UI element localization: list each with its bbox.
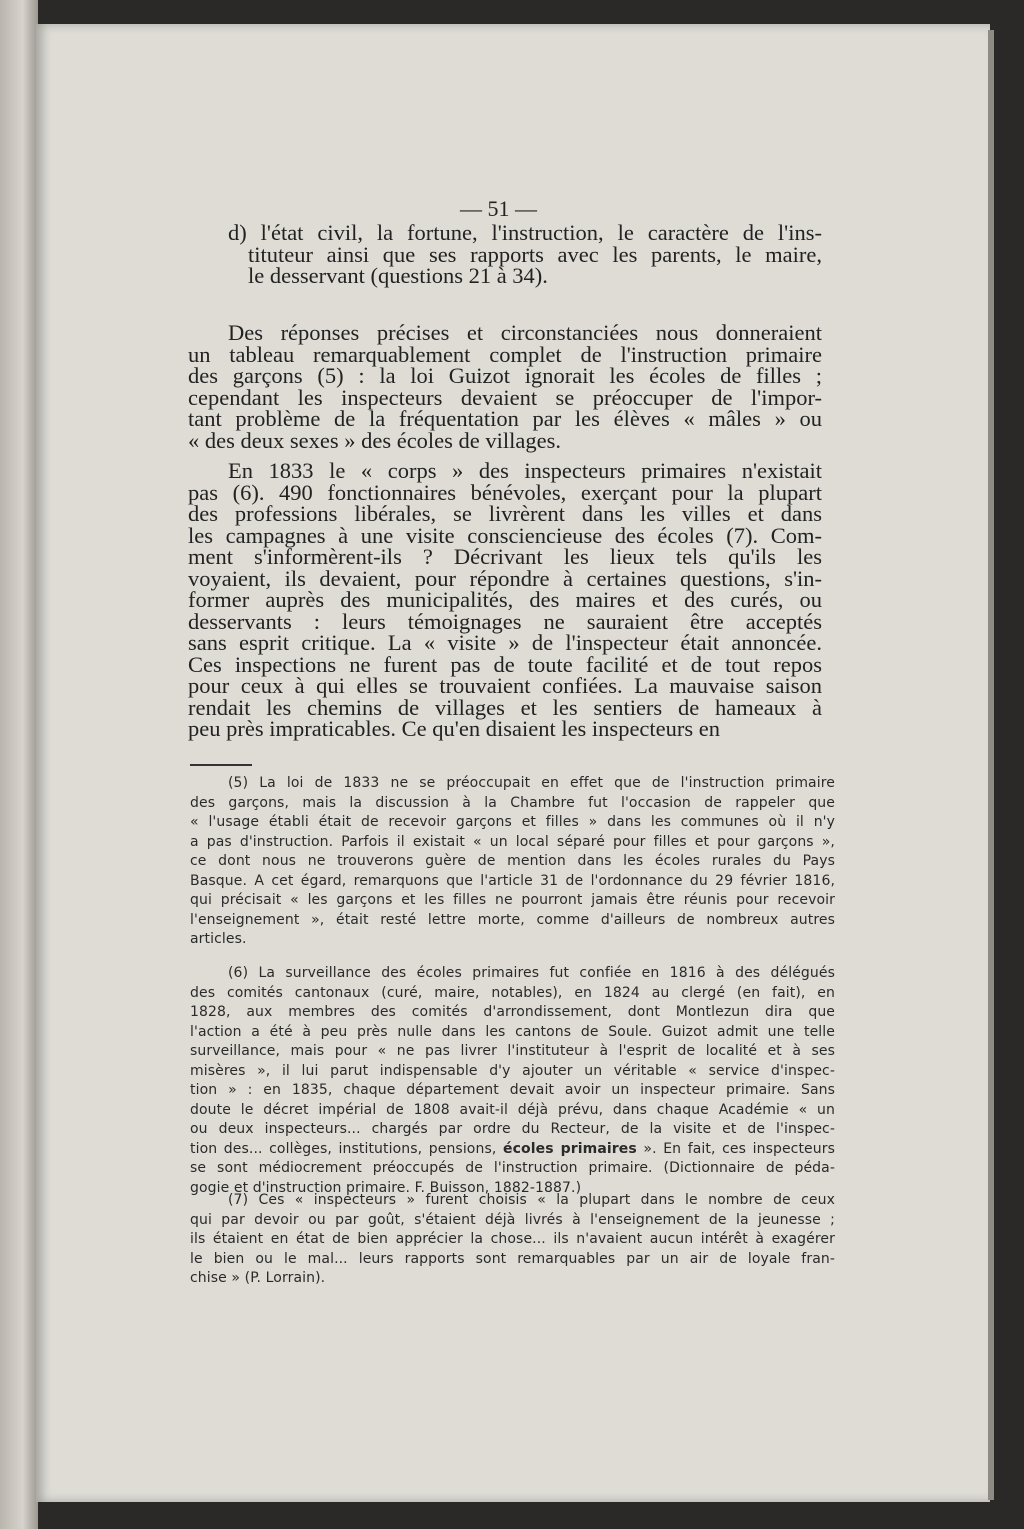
text-line: a pas d'instruction. Parfois il existait « un local séparé pour filles et pour garçons », bbox=[190, 833, 835, 850]
text-line: d) l'état civil, la fortune, l'instruction, le caractère de l'ins- bbox=[228, 220, 822, 245]
text-line: (6) La surveillance des écoles primaires fut confiée en 1816 à des délégués bbox=[228, 965, 835, 981]
text-line: doute le décret impérial de 1808 avait-il déjà prévu, dans chaque Académie « un bbox=[190, 1101, 835, 1118]
facing-page-edge bbox=[0, 0, 38, 1529]
text-line: le bien ou le mal... leurs rapports sont remarquables par un air de loyale fran- bbox=[190, 1250, 835, 1267]
text-line: surveillance, mais pour « ne pas livrer l'instituteur à l'esprit de localité et à ses bbox=[190, 1043, 835, 1059]
paragraph bbox=[188, 460, 822, 740]
paragraph bbox=[188, 322, 822, 451]
footnote-6 bbox=[190, 964, 835, 1198]
text-line: (7) Ces « inspecteurs » furent choisis « la plupart dans le nombre de ceux bbox=[228, 1192, 835, 1208]
text-line: tion » : en 1835, chaque département devait avoir un inspecteur primaire. Sans bbox=[190, 1082, 835, 1098]
text-line: (5) La loi de 1833 ne se préoccupait en effet que de l'instruction primaire bbox=[228, 775, 835, 791]
text-line: pas (6). 490 fonctionnaires bénévoles, exerçant pour la plupart bbox=[188, 479, 822, 505]
list-item-d bbox=[228, 222, 822, 287]
text-line: En 1833 le « corps » des inspecteurs primaires n'existait bbox=[228, 458, 822, 483]
text-line: desservants : leurs témoignages ne sauraient être acceptés bbox=[188, 608, 822, 634]
text-line: cependant les inspecteurs devaient se préoccuper de l'impor- bbox=[188, 384, 822, 410]
text-line: ce dont nous ne trouverons guère de mention dans les écoles rurales du Pays bbox=[190, 853, 835, 869]
text-line: « des deux sexes » des écoles de villages. bbox=[188, 427, 562, 453]
text-line: qui précisait « les garçons et les filles ne pourront jamais être réunis pour recevoir bbox=[190, 892, 835, 908]
text-line: qui par devoir ou par goût, s'étaient déjà livrés à l'enseignement de la jeunesse ; bbox=[190, 1211, 835, 1228]
text-line: « l'usage établi était de recevoir garçons et filles » dans les communes où il n'y bbox=[190, 814, 835, 830]
text-line: le desservant (questions 21 à 34). bbox=[248, 263, 548, 288]
text-line: des professions libérales, se livrèrent dans les villes et dans bbox=[188, 501, 822, 526]
text-line: misères », il lui parut indispensable d'y ajouter un véritable « service d'inspec- bbox=[190, 1062, 835, 1079]
text-line: les campagnes à une visite consciencieuse des écoles (7). Com- bbox=[188, 522, 822, 548]
footnote-7 bbox=[190, 1191, 835, 1289]
text-line: sans esprit critique. La « visite » de l'inspecteur était annoncée. bbox=[188, 630, 822, 655]
page-edge bbox=[988, 30, 994, 1500]
text-segment: tion des... collèges, institutions, pensions, bbox=[190, 1140, 503, 1157]
text-line: Ces inspections ne furent pas de toute facilité et de tout repos bbox=[188, 651, 822, 677]
text-line bbox=[190, 1140, 835, 1160]
text-line: l'enseignement », était resté lettre morte, comme d'ailleurs de nombreux autres bbox=[190, 911, 835, 928]
text-line: tant problème de la fréquentation par les élèves « mâles » ou bbox=[188, 406, 822, 431]
text-line: ment s'informèrent-ils ? Décrivant les lieux tels qu'ils les bbox=[188, 544, 822, 569]
text-line: former auprès des municipalités, des maires et des curés, ou bbox=[188, 587, 822, 612]
text-line: rendait les chemins de villages et les sentiers de hameaux à bbox=[188, 694, 822, 720]
text-line: 1828, aux membres des comités d'arrondissement, dont Montlezun dira que bbox=[190, 1004, 835, 1020]
bold-text: écoles primaires bbox=[502, 1140, 637, 1157]
text-line: ou deux inspecteurs... chargés par ordre du Recteur, de la visite et de l'inspec- bbox=[190, 1121, 835, 1137]
text-line: pour ceux à qui elles se trouvaient confiées. La mauvaise saison bbox=[188, 673, 822, 698]
text-line: se sont médiocrement préoccupés de l'instruction primaire. (Dictionnaire de péda- bbox=[190, 1160, 835, 1176]
text-line: ils étaient en état de bien apprécier la chose... ils n'avaient aucun intérêt à exagérer bbox=[190, 1231, 835, 1247]
text-line: Des réponses précises et circonstanciées nous donneraient bbox=[228, 320, 822, 345]
footnote-separator bbox=[190, 764, 252, 766]
text-line: Basque. A cet égard, remarquons que l'article 31 de l'ordonnance du 29 février 1816, bbox=[190, 872, 835, 889]
text-line: tituteur ainsi que ses rapports avec les parents, le maire, bbox=[248, 241, 822, 267]
text-line: des garçons, mais la discussion à la Chambre fut l'occasion de rappeler que bbox=[190, 794, 835, 811]
text-line: l'action a été à peu près nulle dans les cantons de Soule. Guizot admit une telle bbox=[190, 1023, 835, 1040]
text-line: peu près impraticables. Ce qu'en disaient les inspecteurs en bbox=[188, 716, 721, 741]
text-line: gogie et d'instruction primaire. F. Buisson, 1882-1887.) bbox=[190, 1179, 582, 1196]
text-segment: ». En fait, ces inspecteurs bbox=[636, 1140, 835, 1157]
text-line: des garçons (5) : la loi Guizot ignorait les écoles de filles ; bbox=[188, 363, 822, 388]
text-line: chise » (P. Lorrain). bbox=[190, 1270, 326, 1286]
text-line: un tableau remarquablement complet de l'instruction primaire bbox=[188, 341, 822, 367]
text-line: articles. bbox=[190, 931, 247, 947]
text-line: des comités cantonaux (curé, maire, notables), en 1824 au clergé (en fait), en bbox=[190, 984, 835, 1001]
text-line: voyaient, ils devaient, pour répondre à certaines questions, s'in- bbox=[188, 565, 822, 591]
page-number: — 51 — bbox=[460, 196, 537, 221]
footnote-5 bbox=[190, 774, 835, 950]
